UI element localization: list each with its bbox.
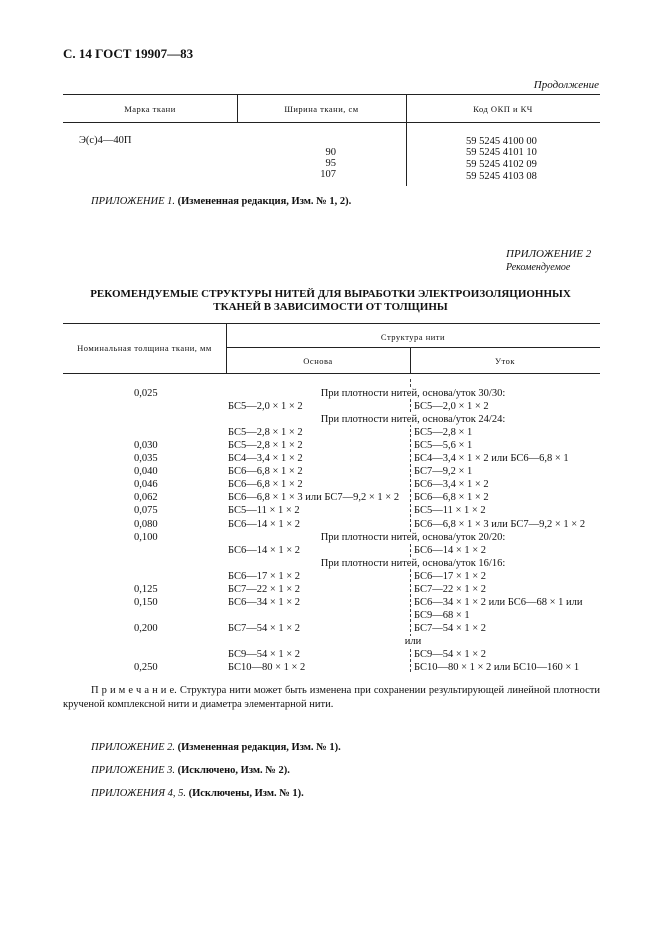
weft-cell: БС7—22 × 1 × 2 [414,583,487,595]
thickness-cell: 0,100 [134,531,158,543]
code-cell: 59 5245 4103 08 [466,171,537,182]
density-note-text: При плотности нитей, основа/уток 24/24: [320,414,506,426]
warp-cell: БС5—11 × 1 × 2 [228,505,300,517]
thickness-cell: 0,250 [134,662,158,673]
col-code: Код ОКП и КЧ [473,104,533,114]
warp-cell: БС9—54 × 1 × 2 [228,649,301,660]
warp-cell: БС5—2,8 × 1 × 2 [228,440,303,452]
density-note-text: или [404,636,422,647]
col-warp: Основа [303,356,333,366]
warp-cell: БС6—34 × 1 × 2 [228,596,301,608]
weft-cell: БС5—5,6 × 1 [414,440,473,452]
appendix-4-5-note [91,788,304,799]
appendix-1-note [91,196,351,207]
weft-cell: БС5—2,8 × 1 [414,427,473,439]
appendix-2-note [91,742,341,753]
thickness-cell: 0,046 [134,479,158,491]
thickness-cell: 0,125 [134,583,158,595]
appendix-2-label: ПРИЛОЖЕНИЕ 2 [506,248,592,260]
width-cell: 95 [325,158,336,169]
note-text: (Измененная редакция, Изм. № 1). [177,742,341,753]
weft-cell: БС7—9,2 × 1 [414,466,473,478]
thickness-cell: 0,025 [134,388,158,399]
density-note [226,413,600,426]
density-note [226,387,600,400]
warp-cell: БС6—17 × 1 × 2 [228,570,301,582]
warp-cell: БС7—54 × 1 × 2 [228,622,301,634]
thickness-cell: 0,035 [134,453,158,465]
note-label: ПРИЛОЖЕНИЯ 4, 5. [91,788,186,799]
appendix-2-title-line1: РЕКОМЕНДУЕМЫЕ СТРУКТУРЫ НИТЕЙ ДЛЯ ВЫРАБОТКИ ЭЛЕКТРОИЗОЛЯЦИОННЫХ [90,288,571,300]
weft-cell: БС6—3,4 × 1 × 2 [414,479,489,491]
thickness-cell: 0,075 [134,505,158,517]
appendix-2-title-line2: ТКАНЕЙ В ЗАВИСИМОСТИ ОТ ТОЛЩИНЫ [213,301,448,313]
note-label: ПРИЛОЖЕНИЕ 1. [91,196,175,207]
code-cell: 59 5245 4101 10 [466,147,537,158]
note-label: ПРИЛОЖЕНИЕ 2. [91,742,175,753]
warp-cell: БС6—14 × 1 × 2 [228,518,301,530]
thickness-cell: 0,030 [134,440,158,452]
remark-text: Структура нити может быть изменена при сохранении результирующей линейной плотности крученой комплексной нити и диаметра элементарной нити. [63,685,600,710]
warp-cell: БС6—6,8 × 1 × 3 или БС7—9,2 × 1 × 2 [228,492,400,504]
warp-cell: БС5—2,8 × 1 × 2 [228,427,303,439]
thickness-cell: 0,080 [134,518,158,530]
col-brand: Марка ткани [124,104,176,114]
weft-cell: БС5—11 × 1 × 2 [414,505,486,517]
density-note [226,635,600,648]
note-text: (Исключены, Изм. № 1). [188,788,304,799]
col-weft: Уток [494,356,515,366]
warp-cell: БС6—6,8 × 1 × 2 [228,479,303,491]
warp-cell: БС7—22 × 1 × 2 [228,583,301,595]
width-cell: 90 [325,147,336,158]
weft-cell: БС7—54 × 1 × 2 [414,622,487,634]
col-width: Ширина ткани, см [284,104,359,114]
density-note-text: При плотности нитей, основа/уток 16/16: [320,557,506,569]
density-note-text: При плотности нитей, основа/уток 30/30: [320,388,506,399]
weft-cell: БС9—54 × 1 × 2 [414,649,487,660]
warp-cell: БС5—2,0 × 1 × 2 [228,401,303,413]
note-label: ПРИЛОЖЕНИЕ 3. [91,765,175,776]
density-note-text: При плотности нитей, основа/уток 20/20: [320,531,506,543]
weft-cell: БС10—80 × 1 × 2 или БС10—160 × 1 [414,662,580,673]
weft-cell: БС6—17 × 1 × 2 [414,570,487,582]
thickness-cell: 0,040 [134,466,158,478]
col-structure: Структура нити [380,332,446,342]
thickness-cell: 0,200 [134,622,158,634]
note-text: (Исключено, Изм. № 2). [177,765,290,776]
weft-cell: БС6—6,8 × 1 × 2 [414,492,489,504]
weft-cell: БС6—34 × 1 × 2 или БС6—68 × 1 или [414,596,583,608]
code-cell: 59 5245 4100 00 [466,136,537,147]
warp-cell: БС10—80 × 1 × 2 [228,662,306,673]
warp-cell: БС6—14 × 1 × 2 [228,544,301,556]
density-note [226,557,600,570]
appendix-2-status: Рекомендуемое [506,262,571,273]
weft-cell: БС5—2,0 × 1 × 2 [414,401,489,413]
warp-cell: БС6—6,8 × 1 × 2 [228,466,303,478]
continuation-label: Продолжение [533,79,599,91]
density-note [226,531,600,544]
width-cell: 107 [320,169,336,180]
weft-cell: БС6—14 × 1 × 2 [414,544,487,556]
warp-cell: БС4—3,4 × 1 × 2 [228,453,303,465]
remark [63,684,600,712]
weft-cell: БС4—3,4 × 1 × 2 или БС6—6,8 × 1 [414,453,569,465]
page-header: С. 14 ГОСТ 19907—83 [63,46,194,61]
col-thickness: Номинальная толщина ткани, мм [77,343,212,353]
note-text: (Измененная редакция, Изм. № 1, 2). [177,196,352,207]
remark-label: П р и м е ч а н и е. [91,685,177,696]
thickness-cell: 0,062 [134,492,158,504]
weft-cell: БС6—6,8 × 1 × 3 или БС7—9,2 × 1 × 2 [414,518,586,530]
thickness-cell: 0,150 [134,596,158,608]
weft-cell: БС9—68 × 1 [414,609,470,621]
code-cell: 59 5245 4102 09 [466,159,537,170]
brand-cell: Э(с)4—40П [79,135,132,146]
appendix-3-note [91,765,290,776]
